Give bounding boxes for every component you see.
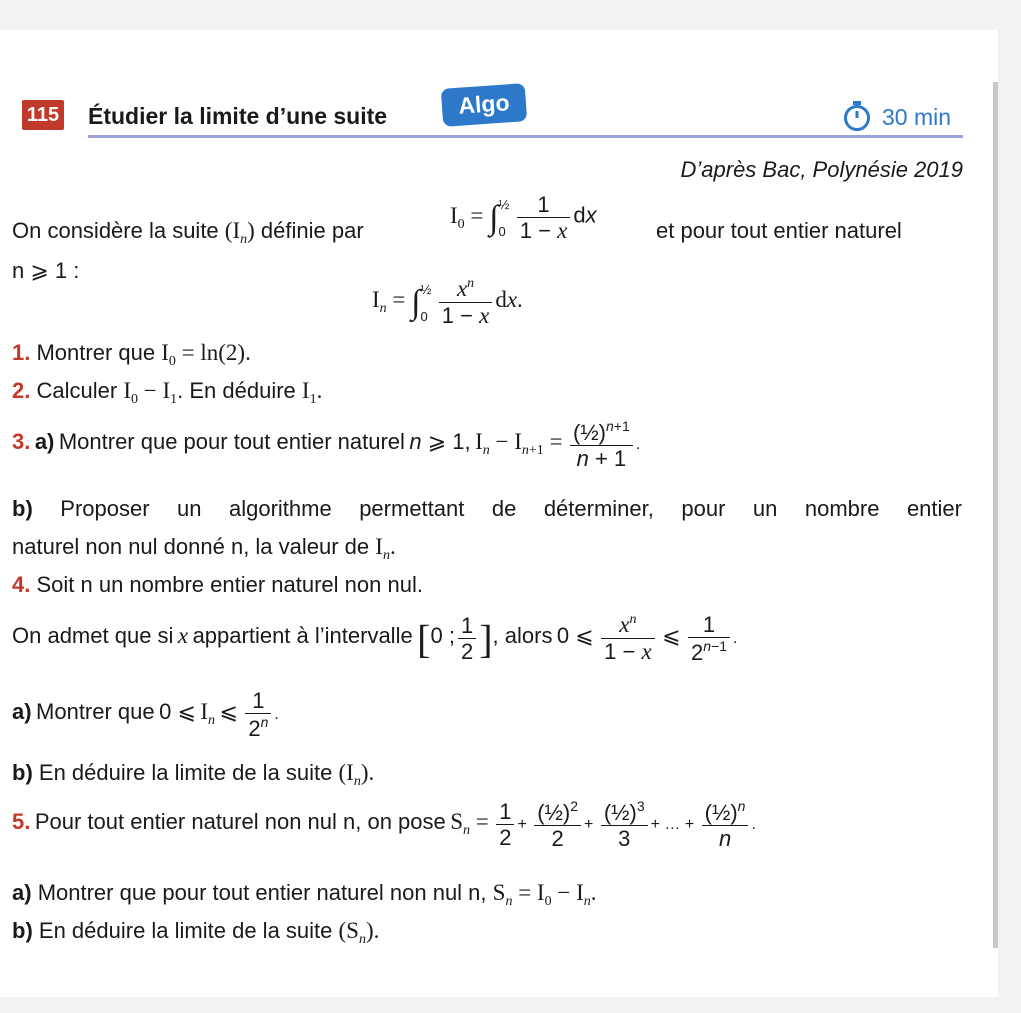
question-3b: b) Proposer un algorithme permettant de déterminer, pour un nombre entier [12, 496, 962, 521]
title-rule [88, 135, 963, 138]
question-2: 2. Calculer $I_0 - I_1$. En déduire $I_1$. [12, 378, 323, 407]
intro-line-1-end: et pour tout entier naturel [656, 218, 902, 243]
question-5a: a) Montrer que pour tout entier naturel non nul n, $S_n = I_0 - I_n$. [12, 880, 597, 909]
intro-line-1: On considère la suite $(I_n)$ définie par [12, 218, 364, 247]
intro-line-2: n ⩾ 1 : [12, 258, 80, 283]
question-3a: 3. a) Montrer que pour tout entier naturel n ⩾ 1, $I_n - I_{n+1}$ = $\frac{(\frac{1}{2})^{n+1}}{n + 1}$ . [12, 418, 641, 472]
question-5: 5. Pour tout entier naturel non nul n, on pose $S_n$ = $\frac{1}{2}$ + $\frac{(\frac{1}{2})^2}{2}$ + $\frac{(\frac{1}{2})^3}{3}$ + … + $\frac{(\frac{1}{2})^n}{n}$ . [12, 798, 756, 852]
scroll-edge [993, 82, 998, 948]
algo-badge [441, 83, 527, 127]
question-4a: a) Montrer que 0 ⩽ $I_n$ ⩽ $\frac{1}{2^n}$ . [12, 688, 279, 742]
question-5b: b) En déduire la limite de la suite $(S_n)$. [12, 918, 380, 947]
duration-label: 30 min [882, 104, 952, 130]
source-note: D’après Bac, Polynésie 2019 [680, 157, 963, 182]
exercise-number: 115 [26, 104, 60, 126]
question-4: 4. Soit n un nombre entier naturel non nul. [12, 572, 423, 597]
question-1: 1. Montrer que $I_0 = \ln(2)$. [12, 340, 251, 369]
stopwatch-icon [842, 100, 872, 132]
algo-badge-label: Algo [457, 89, 511, 119]
question-4-admission: On admet que si x appartient à l’intervalle [0 ; $\frac{1}{2}$ ], alors 0 ⩽ $\frac{x^n}{1 - x}$ ⩽ $\frac{1}{2^{n-1}}$ . [12, 612, 738, 666]
sequence-I: $(I_n)$ [224, 218, 255, 247]
I0-definition: $I_0$ = ∫ ½ 0 $\frac{1}{1 - x}$ dx [450, 192, 597, 244]
question-4b: b) En déduire la limite de la suite $(I_n)$. [12, 760, 375, 789]
question-3b-line-2: naturel non nul donné n, la valeur de $I_n$. [12, 534, 396, 563]
exercise-title: Étudier la limite d’une suite [88, 103, 388, 129]
exercise-number-badge [22, 100, 64, 130]
In-definition: $I_n$ = ∫ ½ 0 $\frac{x^n}{1 - x}$ dx. [372, 276, 523, 329]
